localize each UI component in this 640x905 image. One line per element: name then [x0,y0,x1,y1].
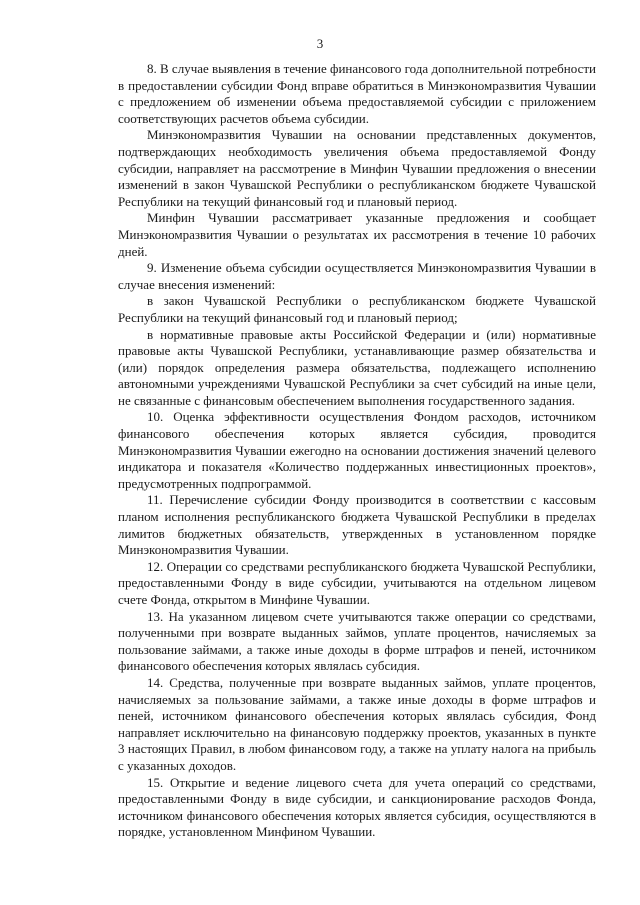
paragraph-13: 13. На указанном лицевом счете учитываются также операции со средствами, полученными при возврате выданных займов, уплате процентов, начисляемых за пользование займами, а также иные доходы в форме штрафов и пеней, источником финансового обеспечения которых являлась субсидия. [118,608,596,674]
paragraph-10: 10. Оценка эффективности осуществления Фондом расходов, источником финансового обеспечения которых является субсидия, проводится Минэкономразвития Чувашии ежегодно на основании достижения значений целевого индикатора и показателя «Количество поддержанных инвестиционных проектов», предусмотренных подпрограммой. [118,409,596,491]
paragraph-9-budget-law: в закон Чувашской Республики о республиканском бюджете Чувашской Республики на текущий финансовый год и плановый период; [118,293,596,325]
paragraph-9-normative-acts: в нормативные правовые акты Российской Федерации и (или) нормативные правовые акты Чувашской Республики, устанавливающие размер обязательства и (или) порядок определения размера обязательства, подлежащего исполнению автономными учреждениями Чувашской Республики за счет субсидий на иные цели, не связанные с финансовым обеспечением выполнения государственного задания. [118,326,596,408]
paragraph-8-ministry-proposal: Минэкономразвития Чувашии на основании представленных документов, подтверждающих необходимость увеличения объема предоставляемой Фонду субсидии, направляет на рассмотрение в Минфин Чувашии предложения о внесении изменений в закон Чувашской Республики о республиканском бюджете Чувашской Республики на текущий финансовый год и плановый период. [118,127,596,209]
paragraph-11: 11. Перечисление субсидии Фонду производится в соответствии с кассовым планом исполнения республиканского бюджета Чувашской Республики в пределах лимитов бюджетных обязательств, утвержденных в установленном порядке Минэкономразвития Чувашии. [118,492,596,558]
paragraph-14: 14. Средства, полученные при возврате выданных займов, уплате процентов, начисляемых за пользование займами, а также иные доходы в форме штрафов и пеней, источником финансового обеспечения которых являлась субсидия, Фонд направляет исключительно на финансовую поддержку проектов, указанных в пункте 3 настоящих Правил, в любом финансовом году, а также на уплату налога на прибыль с указанных доходов. [118,674,596,773]
document-body [118,61,596,841]
paragraph-9: 9. Изменение объема субсидии осуществляется Минэкономразвития Чувашии в случае внесения изменений: [118,260,596,292]
paragraph-8-minfin-review: Минфин Чувашии рассматривает указанные предложения и сообщает Минэкономразвития Чувашии о результатах их рассмотрения в течение 10 рабочих дней. [118,210,596,259]
page-number: 3 [316,36,324,51]
paragraph-12: 12. Операции со средствами республиканского бюджета Чувашской Республики, предоставленными Фонду в виде субсидии, учитываются на отдельном лицевом счете Фонда, открытом в Минфине Чувашии. [118,558,596,607]
paragraph-15: 15. Открытие и ведение лицевого счета для учета операций со средствами, предоставленными Фонду в виде субсидии, и санкционирование расходов Фонда, источником финансового обеспечения которых является субсидия, осуществляются в порядке, установленном Минфином Чувашии. [118,774,596,840]
paragraph-8: 8. В случае выявления в течение финансового года дополнительной потребности в предоставлении субсидии Фонд вправе обратиться в Минэкономразвития Чувашии с предложением об изменении объема предоставляемой субсидии с приложением соответствующих расчетов объема субсидии. [118,61,596,126]
